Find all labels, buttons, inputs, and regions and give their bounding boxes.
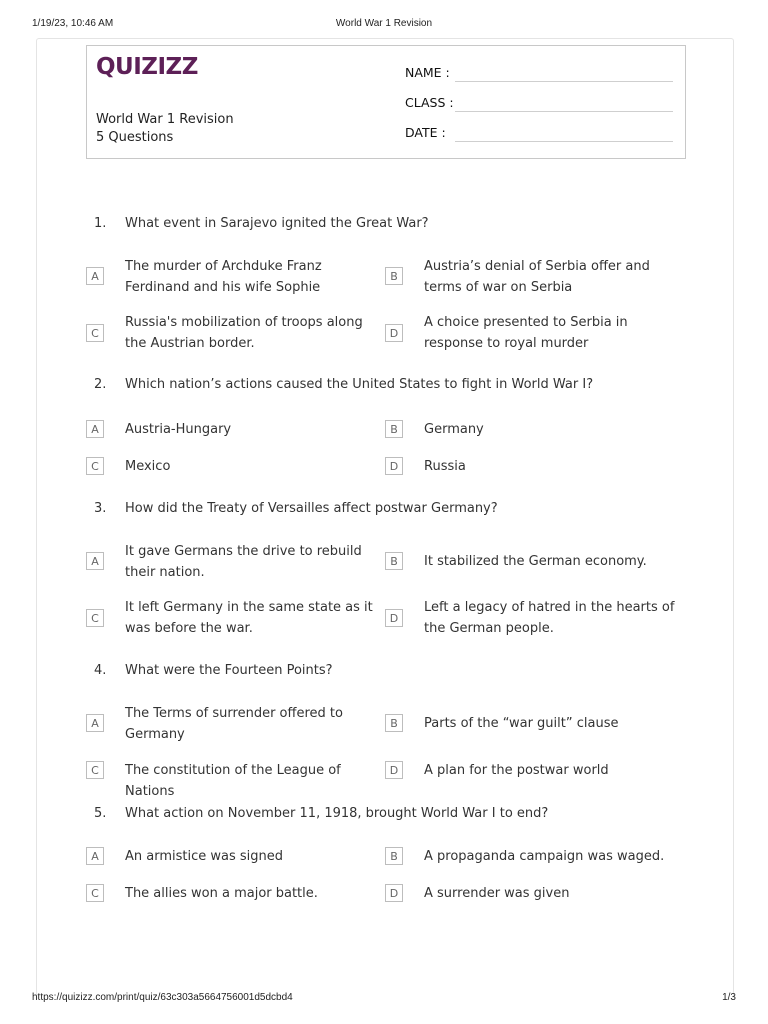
option-text: A choice presented to Serbia in response to royal murder [424, 315, 628, 351]
option-text: Parts of the “war guilt” clause [424, 716, 619, 731]
print-url: https://quizizz.com/print/quiz/63c303a5664756001d5dcbd4 [32, 992, 293, 1003]
q5-option-d[interactable] [385, 883, 685, 927]
option-text: The constitution of the League of Nations [125, 763, 341, 799]
option-letter: D [385, 457, 403, 475]
option-text: Austria-Hungary [125, 422, 232, 437]
quiz-header-box [86, 45, 686, 159]
option-letter: A [86, 420, 104, 438]
option-letter: C [86, 609, 104, 627]
print-footer [0, 990, 768, 1010]
option-letter: C [86, 324, 104, 342]
question-number: 1. [94, 216, 107, 231]
q2-option-d[interactable] [385, 456, 685, 500]
option-text: Austria’s denial of Serbia offer and terms of war on Serbia [424, 259, 650, 295]
quiz-title: World War 1 Revision [96, 112, 234, 127]
option-letter: B [385, 552, 403, 570]
q3-option-d[interactable] [385, 597, 685, 641]
class-label: CLASS : [405, 95, 454, 110]
q4-option-d[interactable] [385, 760, 685, 804]
option-text: It stabilized the German economy. [424, 554, 647, 569]
option-letter: B [385, 420, 403, 438]
question-number: 5. [94, 806, 107, 821]
option-letter: D [385, 761, 403, 779]
option-text: A propaganda campaign was waged. [424, 849, 665, 864]
q5-option-c[interactable] [86, 883, 386, 927]
question-number: 2. [94, 377, 107, 392]
print-datetime: 1/19/23, 10:46 AM [32, 18, 114, 29]
name-label: NAME : [405, 65, 450, 80]
question-number: 4. [94, 663, 107, 678]
option-letter: B [385, 714, 403, 732]
option-text: The Terms of surrender offered to Germany [125, 706, 343, 742]
option-text: The murder of Archduke Franz Ferdinand and his wife Sophie [125, 259, 322, 295]
option-text: Mexico [125, 459, 171, 474]
question-count: 5 Questions [96, 130, 174, 145]
q3-option-c[interactable] [86, 597, 386, 641]
q3-option-a[interactable] [86, 541, 386, 585]
print-page-number: 1/3 [722, 992, 736, 1003]
name-field[interactable] [405, 63, 675, 83]
question-text: What were the Fourteen Points? [125, 663, 333, 678]
question-text: What event in Sarajevo ignited the Great War? [125, 216, 429, 231]
question-text: What action on November 11, 1918, brought World War I to end? [125, 806, 549, 821]
option-letter: C [86, 457, 104, 475]
option-letter: C [86, 884, 104, 902]
q1-option-d[interactable] [385, 312, 685, 356]
class-line [455, 111, 673, 112]
name-line [455, 81, 673, 82]
date-label: DATE : [405, 125, 446, 140]
q1-option-a[interactable] [86, 256, 386, 300]
print-header [0, 0, 768, 40]
date-line [455, 141, 673, 142]
option-text: It gave Germans the drive to rebuild their nation. [125, 544, 362, 580]
option-letter: A [86, 714, 104, 732]
option-letter: C [86, 761, 104, 779]
option-text: A surrender was given [424, 886, 570, 901]
option-letter: D [385, 884, 403, 902]
question-text: Which nation’s actions caused the United States to fight in World War I? [125, 377, 594, 392]
print-title: World War 1 Revision [335, 18, 433, 29]
option-text: It left Germany in the same state as it was before the war. [125, 600, 373, 636]
q4-option-b[interactable] [385, 703, 685, 747]
option-text: An armistice was signed [125, 849, 284, 864]
class-field[interactable] [405, 93, 675, 113]
option-letter: D [385, 324, 403, 342]
date-field[interactable] [405, 123, 675, 143]
q4-option-c[interactable] [86, 760, 386, 804]
option-text: Germany [424, 422, 484, 437]
q1-option-c[interactable] [86, 312, 386, 356]
option-letter: B [385, 267, 403, 285]
quizizz-logo: QUIZIZZ [96, 54, 198, 80]
question-text: How did the Treaty of Versailles affect postwar Germany? [125, 501, 498, 516]
option-text: Left a legacy of hatred in the hearts of the German people. [424, 600, 675, 636]
question-number: 3. [94, 501, 107, 516]
option-text: A plan for the postwar world [424, 763, 609, 778]
option-text: Russia [424, 459, 466, 474]
option-letter: A [86, 552, 104, 570]
option-letter: A [86, 847, 104, 865]
q2-option-c[interactable] [86, 456, 386, 500]
option-text: Russia's mobilization of troops along the Austrian border. [125, 315, 363, 351]
option-text: The allies won a major battle. [125, 886, 318, 901]
q3-option-b[interactable] [385, 541, 685, 585]
option-letter: B [385, 847, 403, 865]
option-letter: D [385, 609, 403, 627]
option-letter: A [86, 267, 104, 285]
q1-option-b[interactable] [385, 256, 685, 300]
q4-option-a[interactable] [86, 703, 386, 747]
